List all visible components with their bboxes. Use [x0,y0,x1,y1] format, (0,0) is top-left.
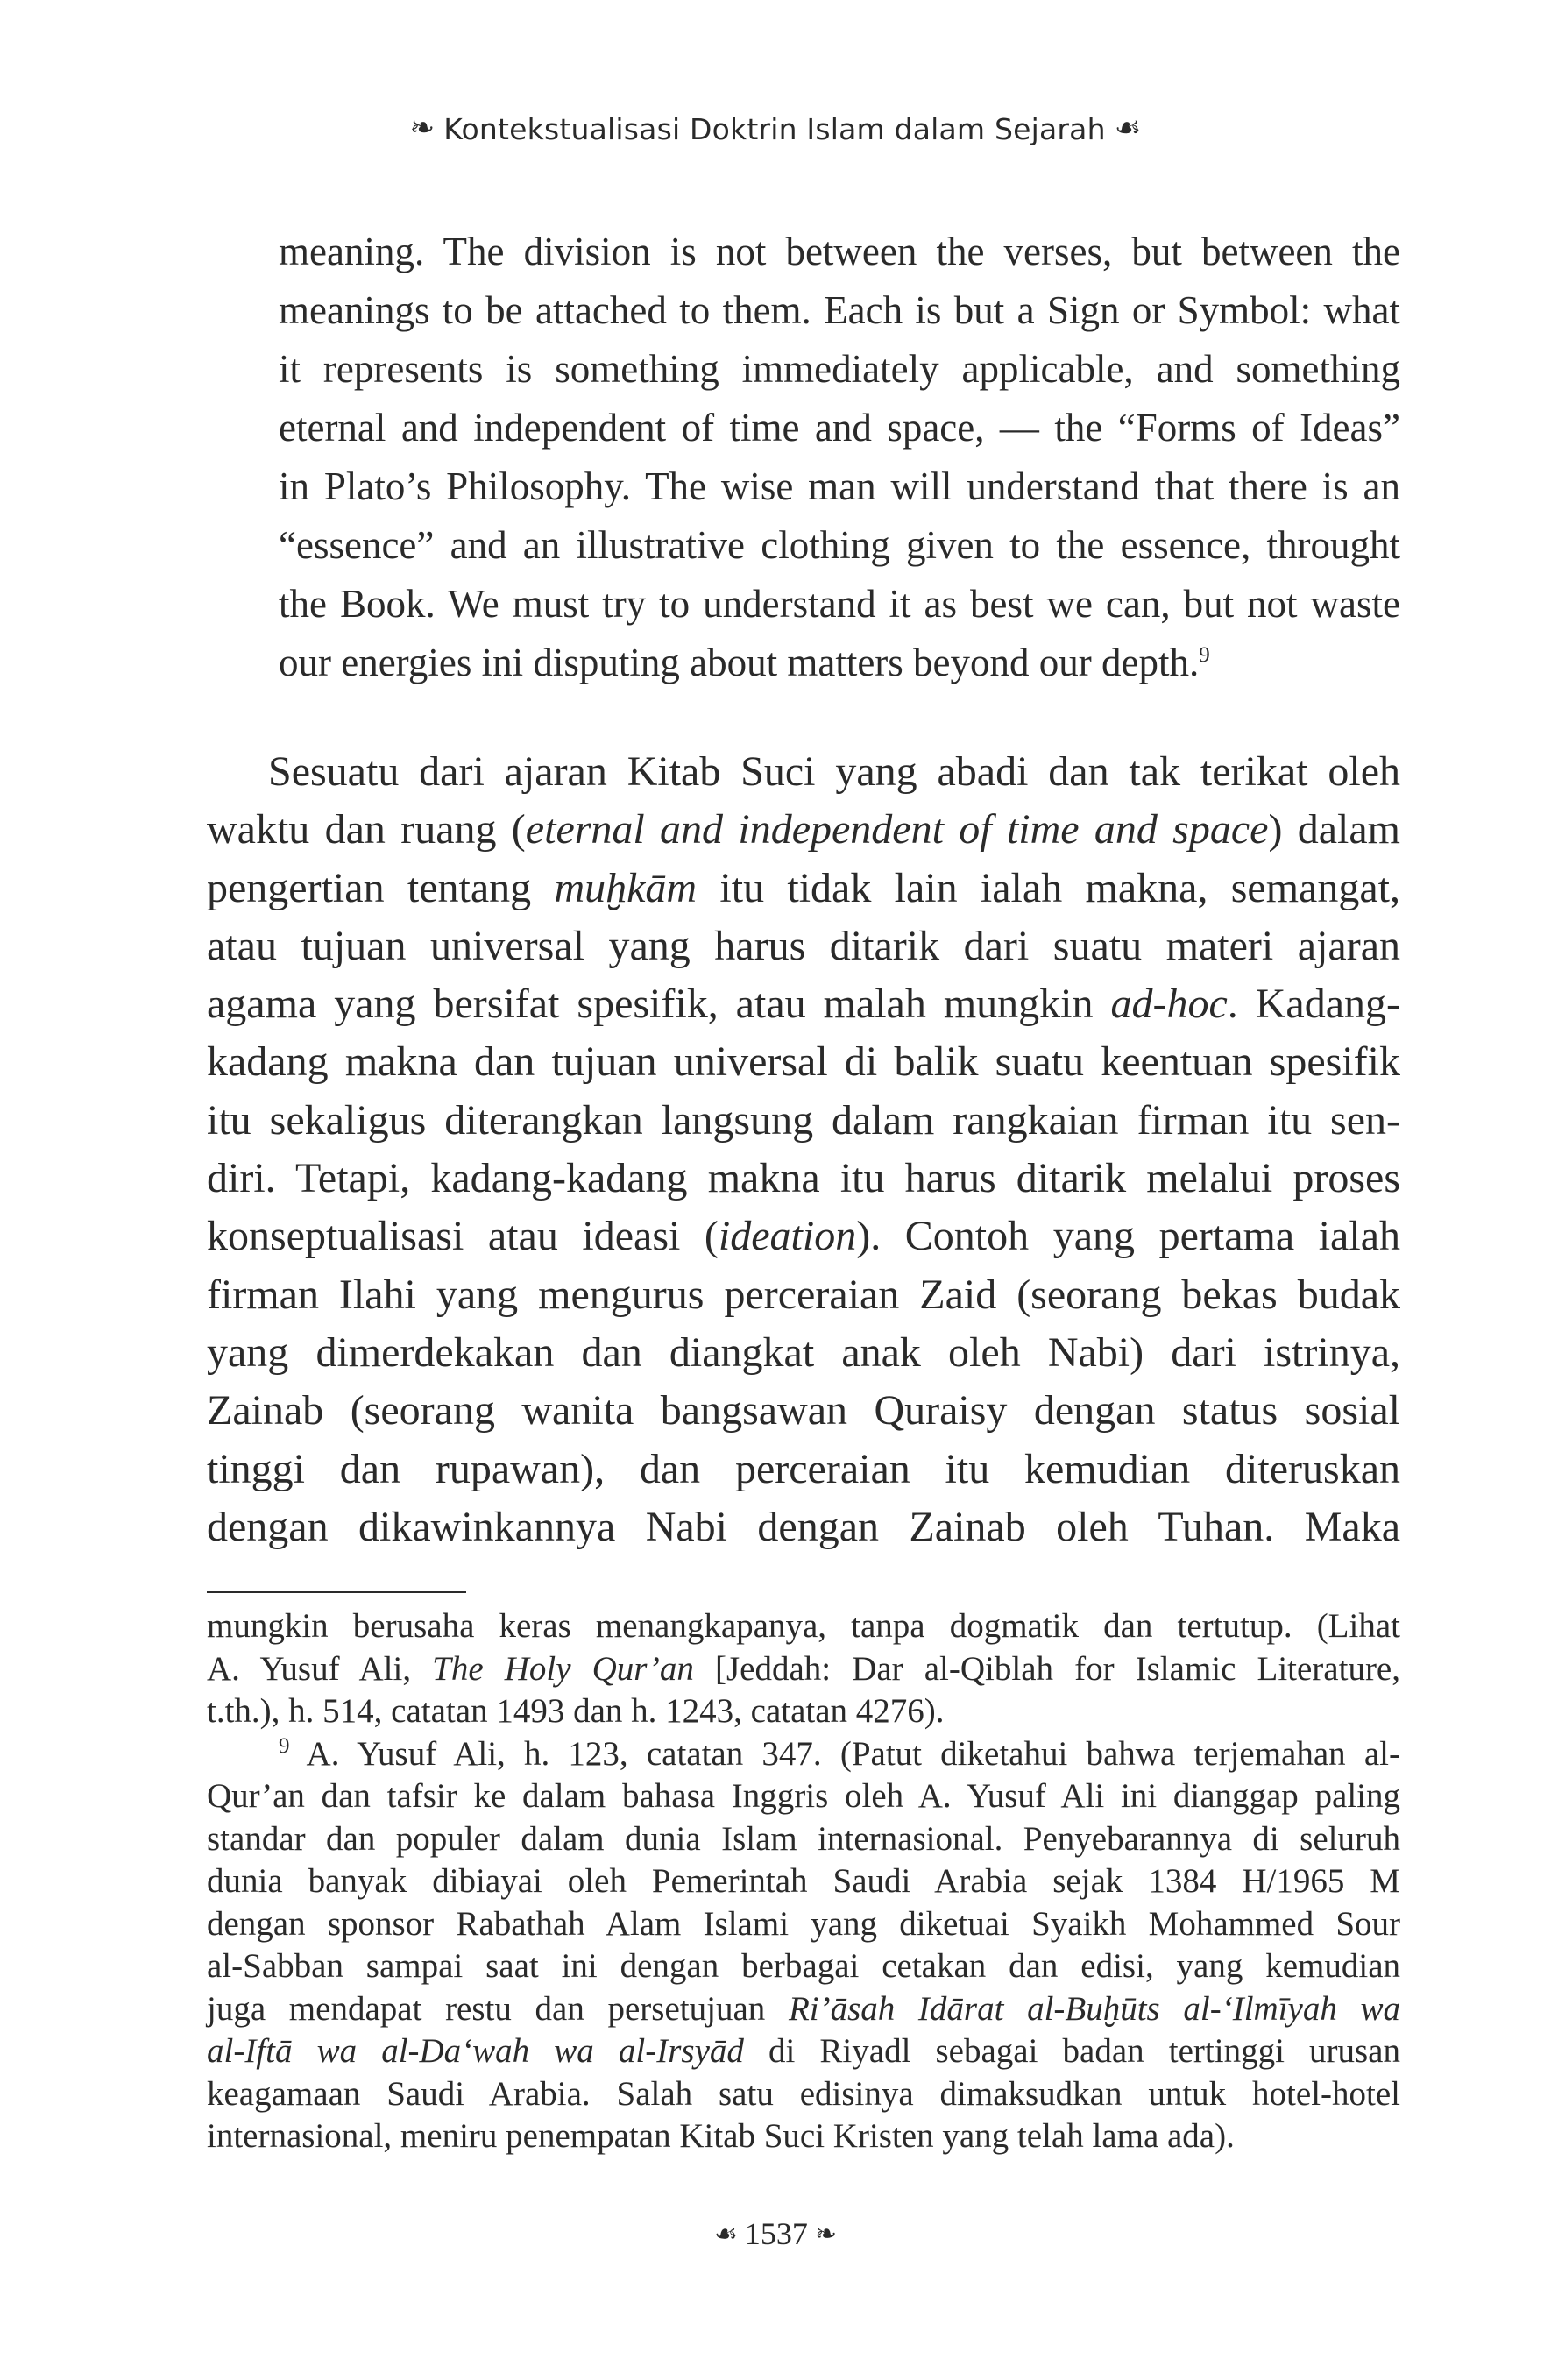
body-line [207,1208,1400,1265]
footnote-line [207,1648,1400,1691]
footnote-line: al-Sabban sampai saat ini dengan berbagai cetakan dan edisi, yang kemudian [207,1947,1400,1985]
footnote-ref-9[interactable]: 9 [1199,643,1210,667]
italic-term: eternal and independent of time and space [525,806,1269,854]
body-line: atau tujuan universal yang harus ditarik dari suatu materi ajaran [207,922,1400,969]
footnote-line: standar dan populer dalam dunia Islam internasional. Penyebarannya di seluruh [207,1819,1400,1858]
body-line: Sesuatu dari ajaran Kitab Suci yang abadi dan tak terikat oleh [268,748,1400,795]
footnote-line: mungkin berusaha keras menangkapanya, tanpa dogmatik dan tertutup. (Lihat [207,1607,1400,1645]
text-run: juga mendapat restu dan persetujuan [207,1989,789,2028]
body-line: Zainab (seorang wanita bangsawan Quraisy dengan status sosial [207,1387,1400,1434]
body-line [207,801,1400,859]
body-line [207,860,1400,917]
footnote-line: dunia banyak dibiayai oleh Pemerintah Saudi Arabia sejak 1384 H/1965 M [207,1862,1400,1900]
text-run: konseptualisasi atau ideasi ( [207,1213,719,1260]
italic-title: Ri’āsah Idārat al-Buḫūts al-‘Ilmīyah wa [788,1989,1401,2028]
italic-title: al-Iftā wa al-Da‘wah wa al-Irsyād [207,2032,744,2070]
footnote-line [207,1988,1400,2031]
body-line: itu sekaligus diterangkan langsung dalam rangkaian firman itu sen- [207,1096,1400,1144]
quote-line: “essence” and an illustrative clothing given to the essence, throught [279,523,1400,567]
header-title: Kontekstualisasi Doktrin Islam dalam Sejarah [443,112,1106,146]
body-line: dengan dikawinkannya Nabi dengan Zainab oleh Tuhan. Maka [207,1503,1400,1550]
footnotes [207,1605,1400,2158]
footnote-line: internasional, meniru penempatan Kitab Suci Kristen yang telah lama ada). [207,2117,1235,2155]
text-run: itu tidak lain ialah makna, semangat, [697,864,1400,911]
footnote-line [207,2030,1400,2073]
text-run: [Jeddah: Dar al-Qiblah for Islamic Literature, [693,1649,1400,1688]
block-quote [279,223,1400,692]
body-line [207,975,1400,1033]
footnote-number-9: 9 [279,1733,290,1758]
quote-line: the Book. We must try to understand it as best we can, but not waste [279,582,1400,626]
page-number-text: 1537 [744,2216,808,2251]
italic-term: ad-hoc [1110,981,1228,1028]
footnote-line: keagamaan Saudi Arabia. Salah satu edisinya dimaksudkan untuk hotel-hotel [207,2074,1400,2113]
italic-term: ideation [718,1213,857,1260]
quote-line: it represents is something immediately applicable, and something [279,347,1400,391]
italic-term: muḫkām [554,864,698,911]
body-line: kadang makna dan tujuan universal di balik suatu keentuan spesifik [207,1038,1400,1086]
running-header [0,112,1551,147]
footnote-line: Qur’an dan tafsir ke dalam bahasa Inggris oleh A. Yusuf Ali ini dianggap paling [207,1777,1400,1815]
text-run: di Riyadl sebagai badan tertinggi urusan [743,2032,1400,2070]
quote-line: eternal and independent of time and space, — the “Forms of Ideas” [279,406,1400,450]
quote-line: meaning. The division is not between the verses, but between the [279,230,1400,273]
text-run: . Kadang- [1227,981,1401,1028]
body-line: firman Ilahi yang mengurus perceraian Zaid (seorang bekas budak [207,1271,1400,1318]
body-line: tinggi dan rupawan), dan perceraian itu kemudian diteruskan [207,1445,1400,1492]
left-ornament-icon: ☙ [713,2219,738,2249]
text-run: waktu dan ruang ( [207,806,526,854]
body-paragraph [207,743,1400,1556]
quote-line: in Plato’s Philosophy. The wise man will understand that there is an [279,464,1400,508]
left-ornament-icon: ❧ [409,110,436,145]
quote-last-text: our energies ini disputing about matters beyond our depth. [279,641,1200,684]
quote-line: meanings to be attached to them. Each is but a Sign or Symbol: what [279,288,1400,332]
text-run: ). Contoh yang pertama ialah [856,1213,1400,1260]
text-run: A. Yusuf Ali, h. 123, catatan 347. (Patut diketahui bahwa terjemahan al- [289,1734,1400,1773]
text-run: agama yang bersifat spesifik, atau malah mungkin [207,981,1111,1028]
body-line: diri. Tetapi, kadang-kadang makna itu harus ditarik melalui proses [207,1155,1400,1202]
page-number [0,2215,1551,2252]
footnote-line: t.th.), h. 514, catatan 1493 dan h. 1243, catatan 4276). [207,1692,945,1730]
footnote-line: dengan sponsor Rabathah Alam Islami yang diketuai Syaikh Mohammed Sour [207,1904,1400,1943]
body-line: yang dimerdekakan dan diangkat anak oleh Nabi) dari istrinya, [207,1328,1400,1376]
italic-title: The Holy Qur’an [432,1649,694,1688]
footnote-divider [207,1591,466,1593]
text-run: ) dalam [1268,806,1401,854]
footnote-line [207,1733,1400,1776]
text-run: A. Yusuf Ali, [207,1649,433,1688]
right-ornament-icon: ☙ [1114,110,1142,145]
right-ornament-icon: ❧ [814,2219,838,2249]
quote-line [279,634,1400,692]
text-run: pengertian tentang [207,864,555,911]
